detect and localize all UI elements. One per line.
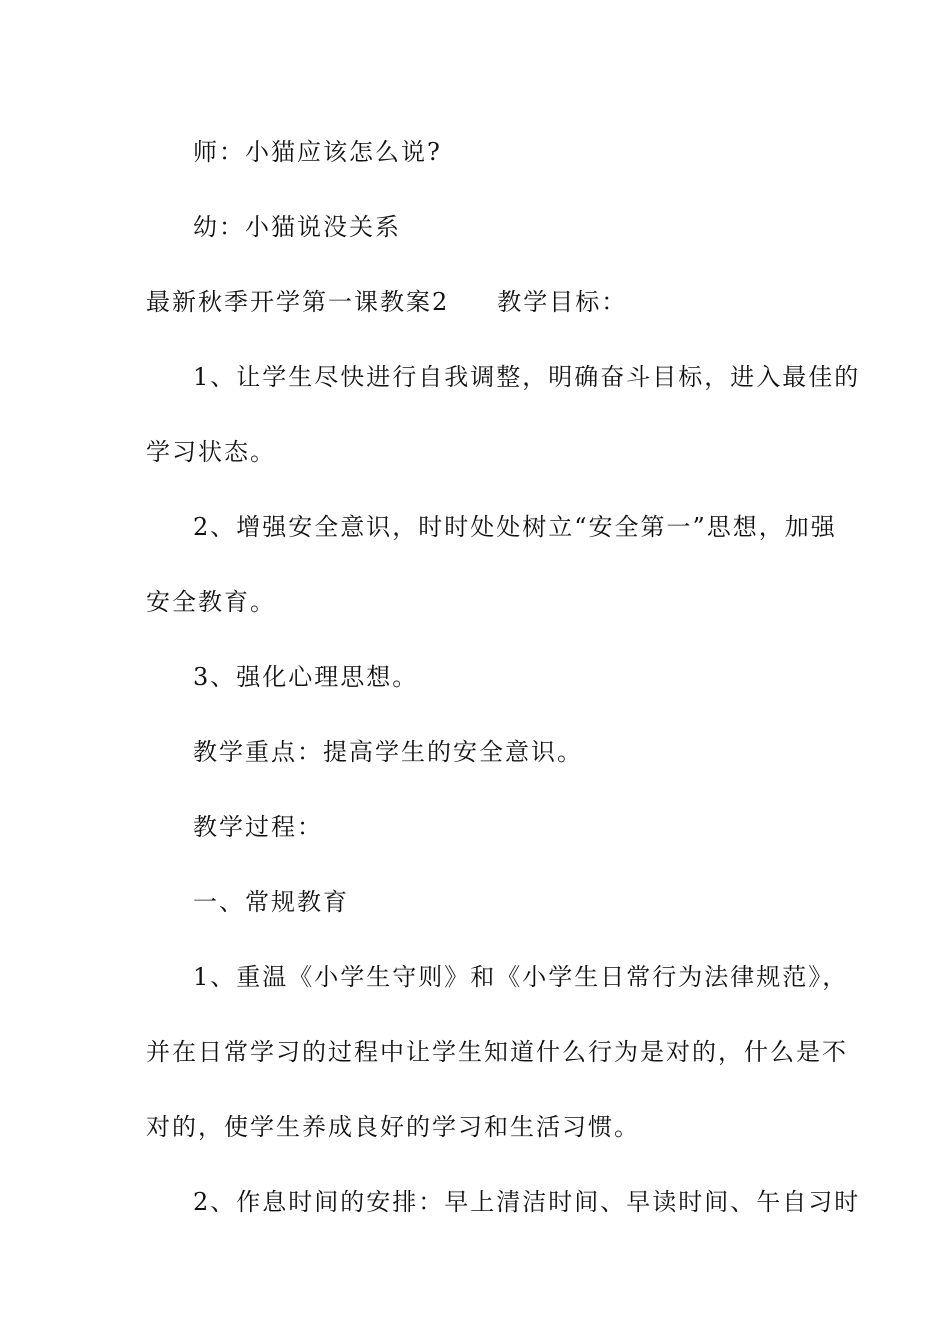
section-title: 最新秋季开学第一课教案2 [146,288,450,316]
paragraph-line: 幼：小猫说没关系 [193,213,401,241]
paragraph-line: 师：小猫应该怎么说? [193,138,442,166]
paragraph-line: 一、常规教育 [193,888,349,916]
paragraph-line: 安全教育。 [146,588,276,616]
paragraph-line: 1、让学生尽快进行自我调整，明确奋斗目标，进入最佳的 [193,363,861,391]
paragraph-line: 对的，使学生养成良好的学习和生活习惯。 [146,1113,640,1141]
section-heading-line [0,286,950,318]
paragraph-line: 学习状态。 [146,438,276,466]
paragraph-line: 并在日常学习的过程中让学生知道什么行为是对的，什么是不 [146,1038,848,1066]
paragraph-line: 1、重温《小学生守则》和《小学生日常行为法律规范》， [193,963,849,991]
teaching-goals-label: 教学目标： [497,288,628,316]
paragraph-line: 3、强化心理思想。 [193,663,419,691]
paragraph-line: 教学重点：提高学生的安全意识。 [193,738,583,766]
paragraph-line: 教学过程： [193,813,323,841]
paragraph-line: 2、作息时间的安排：早上清洁时间、早读时间、午自习时 [193,1188,861,1216]
paragraph-line: 2、增强安全意识，时时处处树立“安全第一”思想，加强 [193,513,837,541]
